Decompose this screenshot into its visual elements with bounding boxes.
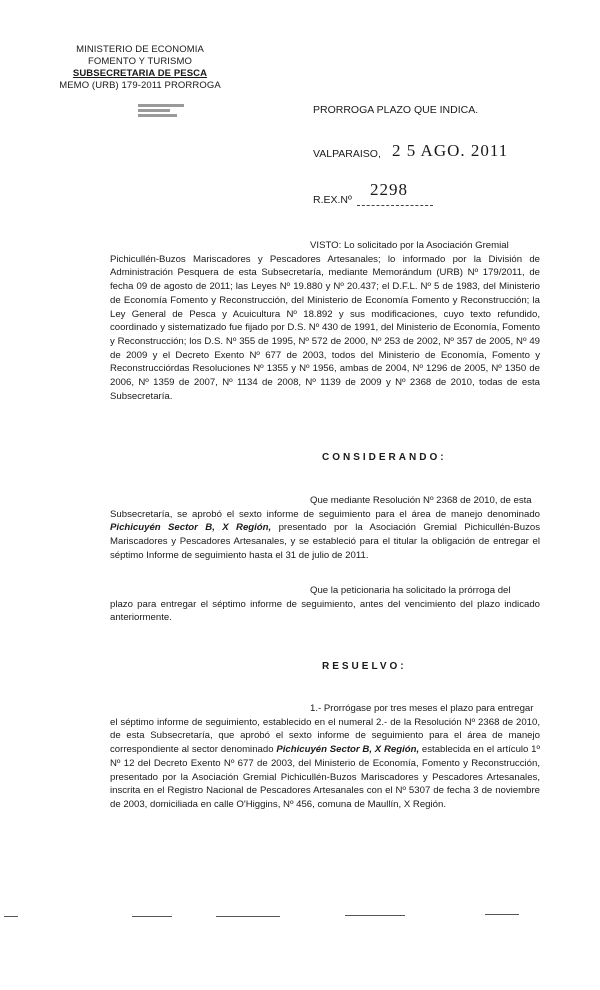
visto-lead: VISTO: Lo solicitado por la Asociación Gremial bbox=[310, 240, 509, 251]
resuelvo-1-text-b: establecida en el artículo 1º Nº 12 del Decreto Exento Nº 677 de 2003, del Ministerio de Economía, Fomento y Reconstrucción, presentado por la Asociación Gremial Pichicullén-Buzos Mariscadores y Pescadores Artesanales, inscrita en el Registro Nacional de Pescadores Artesanales con el Nº 5307 de fecha 3 de noviembre de 2003, domiciliada en calle O'Higgins, Nº 456, comuna de Maullín, X Región. bbox=[110, 744, 540, 810]
resolution-number-label: R.EX.Nº bbox=[313, 194, 352, 206]
area-name-2: Pichicuyén Sector B, X Región, bbox=[276, 744, 420, 756]
considerando-paragraph-1 bbox=[110, 494, 540, 563]
ministry-subtitle: FOMENTO Y TURISMO bbox=[88, 56, 192, 67]
subsecretaria-name: SUBSECRETARIA DE PESCA bbox=[72, 68, 208, 79]
considerando-1-text-b: presentado por la Asociación Gremial Pichicullén-Buzos Mariscadores y Pescadores Artesanales, y se estableció para el titular la obligación de entregar el séptimo Informe de seguimiento hasta el 31 de julio de 2011. bbox=[110, 522, 540, 561]
area-name-1: Pichicuyén Sector B, X Región, bbox=[110, 522, 272, 534]
initial-line-4 bbox=[485, 914, 519, 915]
initial-line-2 bbox=[216, 916, 280, 917]
ministry-name: MINISTERIO DE ECONOMIA bbox=[76, 44, 204, 55]
visto-paragraph bbox=[110, 239, 540, 403]
received-stamp bbox=[138, 102, 184, 124]
considerando-2-body: plazo para entregar el séptimo informe de seguimiento, antes del vencimiento del plazo indicado anteriormente. bbox=[110, 598, 540, 624]
number-underline bbox=[357, 205, 433, 206]
considerando-1-body bbox=[110, 508, 540, 563]
resuelvo-paragraph-1 bbox=[110, 702, 540, 812]
initial-line-3 bbox=[345, 915, 405, 916]
footer-mark bbox=[4, 916, 18, 917]
resuelvo-heading: RESUELVO: bbox=[322, 661, 407, 672]
considerando-2-lead: Que la peticionaria ha solicitado la prórroga del bbox=[310, 585, 511, 596]
resuelvo-1-lead: 1.- Prorrógase por tres meses el plazo para entregar bbox=[310, 703, 534, 714]
place-label: VALPARAISO, bbox=[313, 148, 381, 160]
considerando-1-text-a: Subsecretaría, se aprobó el sexto informe de seguimiento para el área de manejo denominado bbox=[110, 508, 540, 520]
resolution-number: 2298 bbox=[370, 180, 408, 199]
considerando-heading: CONSIDERANDO: bbox=[322, 452, 447, 463]
visto-body: Pichicullén-Buzos Mariscadores y Pescadores Artesanales; lo informado por la División de Administración Pesquera de esta Subsecretaría, mediante Memorándum (URB) Nº 179/2011, de fecha 09 de agosto de 2011; las Leyes Nº 19.880 y Nº 20.437; el D.F.L. Nº 5 de 1983, del Ministerio de Economía Fomento y Reconstrucción, del Ministerio de Economía Fomento y Reconstrucción; la Ley General de Pesca y Acuicultura Nº 18.892 y sus modificaciones, cuyo texto refundido, coordinado y sistematizado fue fijado por D.S. Nº 430 de 1991, del Ministerio de Economía, Fomento y Reconstrucción; los D.S. Nº 355 de 1995, Nº 572 de 2000, Nº 253 de 2002, Nº 357 de 2005, Nº 49 de 2009 y el Decreto Exento Nº 677 de 2003, todos del Ministerio de Economía, Fomento y Reconstrucciórdas Resoluciones Nº 1355 y Nº 1956, ambas de 2004, Nº 1296 de 2005, Nº 1350 de 2006, Nº 1359 de 2007, Nº 1134 de 2008, Nº 1139 de 2009 y Nº 2368 de 2010, todas de esta Subsecretaría. bbox=[110, 253, 540, 402]
memo-reference: MEMO (URB) 179-2011 PRORROGA bbox=[59, 80, 221, 91]
resolution-date: 2 5 AGO. 2011 bbox=[392, 141, 509, 160]
letterhead bbox=[40, 44, 240, 92]
resuelvo-1-text-a: el séptimo informe de seguimiento, establecido en el numeral 2.- de la Resolución Nº 2368 de 2010, de esta Subsecretaría, que aprobó el sexto informe de seguimiento para el área de manejo correspondiente al sector denominado bbox=[110, 716, 540, 756]
considerando-paragraph-2 bbox=[110, 584, 540, 625]
subject-line: PRORROGA PLAZO QUE INDICA. bbox=[313, 104, 479, 116]
resuelvo-1-body bbox=[110, 716, 540, 812]
initial-line-1 bbox=[132, 916, 172, 917]
considerando-1-lead: Que mediante Resolución Nº 2368 de 2010, de esta bbox=[310, 495, 532, 506]
